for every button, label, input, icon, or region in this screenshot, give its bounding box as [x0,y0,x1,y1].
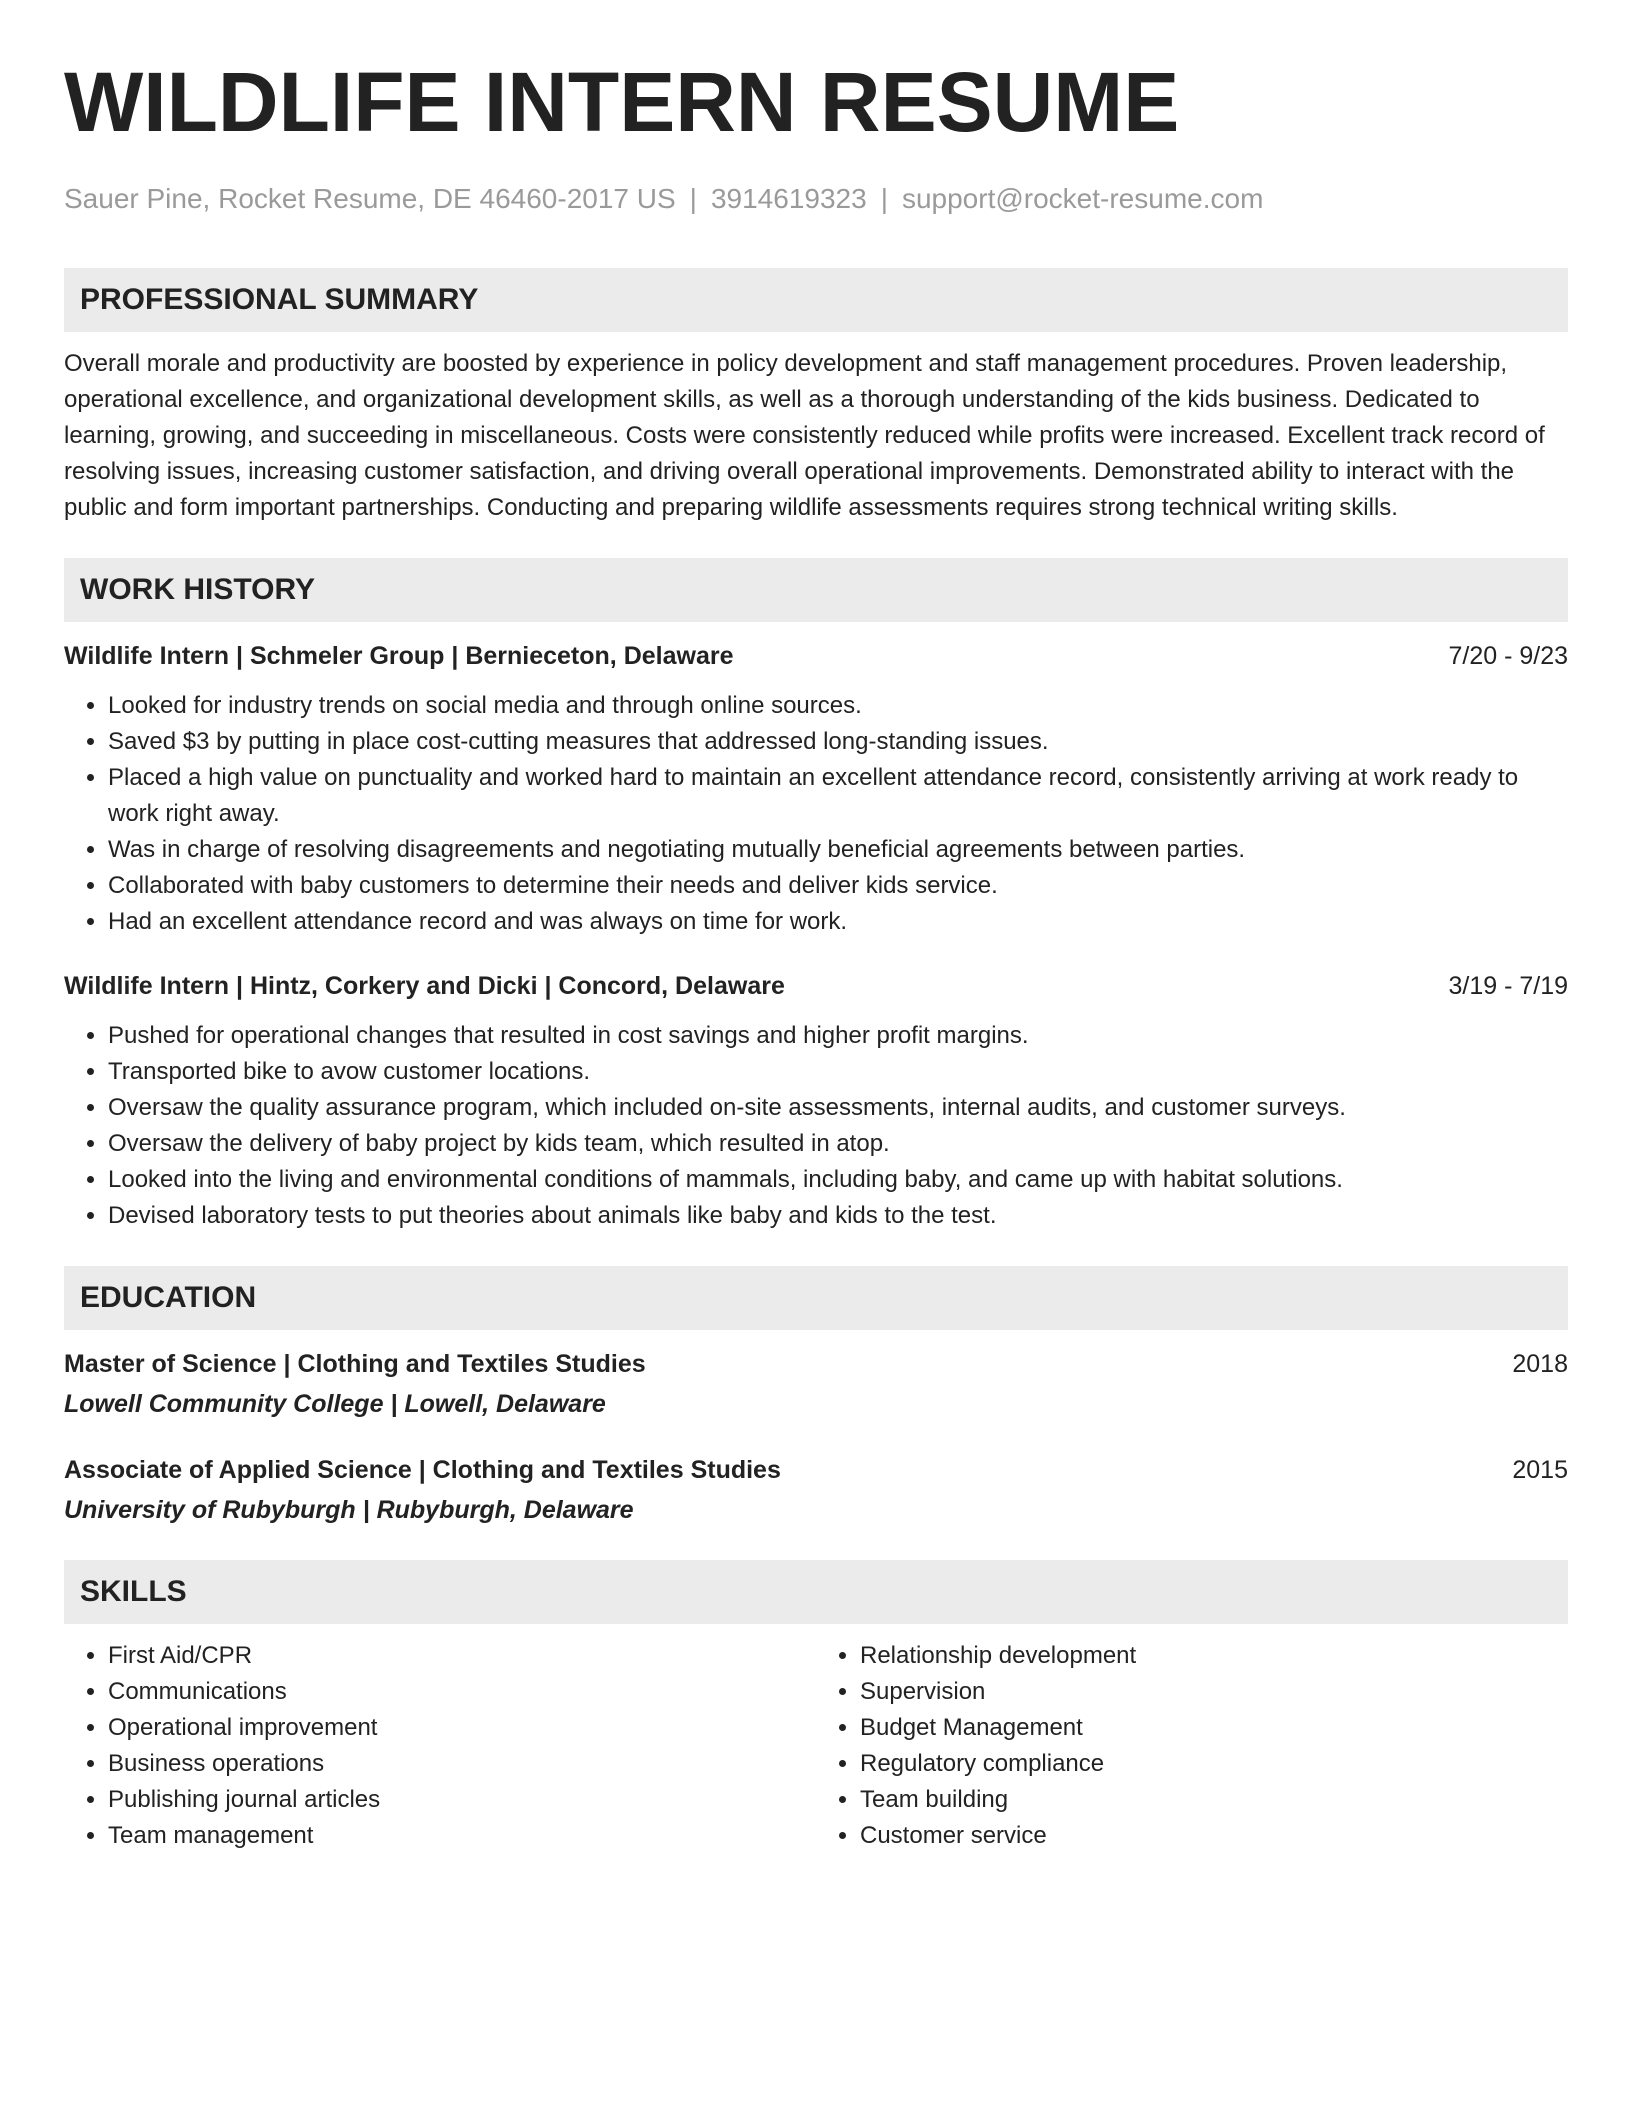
job-header [64,968,1568,1004]
job-bullet: • Oversaw the quality assurance program, which included on-site assessments, internal audits, and customer surveys. [108,1090,1568,1126]
education-entry [64,1346,1568,1422]
skill-item: • Supervision [860,1674,1568,1710]
section-heading-education: EDUCATION [64,1266,1568,1330]
skill-item: • Customer service [860,1818,1568,1854]
job-title: Wildlife Intern | Schmeler Group | Bernieceton, Delaware [64,642,734,670]
job-dates: 3/19 - 7/19 [1448,972,1568,1000]
skill-item: • First Aid/CPR [108,1638,816,1674]
job-bullet: • Looked into the living and environmental conditions of mammals, including baby, and came up with habitat solutions. [108,1162,1568,1198]
job-bullet: • Placed a high value on punctuality and worked hard to maintain an excellent attendance record, consistently arriving at work ready to work right away. [108,760,1568,832]
section-heading-skills: SKILLS [64,1560,1568,1624]
skills-column-left [64,1638,816,1854]
job-header [64,638,1568,674]
skill-item: • Business operations [108,1746,816,1782]
skill-item: • Team building [860,1782,1568,1818]
job-bullet: • Had an excellent attendance record and was always on time for work. [108,904,1568,940]
page-title: WILDLIFE INTERN RESUME [64,55,1180,149]
contact-line [64,182,1568,216]
job-bullets [64,688,1568,940]
contact-address: Sauer Pine, Rocket Resume, DE 46460-2017 US [64,183,676,214]
education-year: 2015 [1512,1456,1568,1484]
education-degree: Associate of Applied Science | Clothing and Textiles Studies [64,1456,781,1484]
skills-list [64,1638,1568,1854]
job-bullet: • Devised laboratory tests to put theories about animals like baby and kids to the test. [108,1198,1568,1234]
education-header [64,1452,1568,1488]
job-bullet: • Was in charge of resolving disagreements and negotiating mutually beneficial agreements between parties. [108,832,1568,868]
education-header [64,1346,1568,1382]
education-school: Lowell Community College | Lowell, Delaware [64,1390,606,1418]
job-bullet: • Saved $3 by putting in place cost-cutting measures that addressed long-standing issues. [108,724,1568,760]
skill-item: • Relationship development [860,1638,1568,1674]
skill-item: • Operational improvement [108,1710,816,1746]
education-year: 2018 [1512,1350,1568,1378]
skill-item: • Communications [108,1674,816,1710]
education-degree: Master of Science | Clothing and Textiles Studies [64,1350,646,1378]
job-entry [64,638,1568,940]
contact-separator: | [880,183,888,214]
job-bullet: • Pushed for operational changes that resulted in cost savings and higher profit margins. [108,1018,1568,1054]
skill-item: • Publishing journal articles [108,1782,816,1818]
skill-item: • Regulatory compliance [860,1746,1568,1782]
contact-separator: | [689,183,697,214]
education-school: University of Rubyburgh | Rubyburgh, Delaware [64,1496,634,1524]
job-bullets [64,1018,1568,1234]
job-dates: 7/20 - 9/23 [1448,642,1568,670]
job-title: Wildlife Intern | Hintz, Corkery and Dicki | Concord, Delaware [64,972,785,1000]
summary-text: Overall morale and productivity are boosted by experience in policy development and staff management procedures. Proven leadership, operational excellence, and organizational development skills, as well as a thorough understanding of the kids business. Dedicated to learning, growing, and succeeding in miscellaneous. Costs were consistently reduced while profits were increased. Excellent track record of resolving issues, increasing customer satisfaction, and driving overall operational improvements. Demonstrated ability to interact with the public and form important partnerships. Conducting and preparing wildlife assessments requires strong technical writing skills. [64,350,1545,521]
contact-phone: 3914619323 [710,183,867,214]
education-entry [64,1452,1568,1528]
job-bullet: • Collaborated with baby customers to determine their needs and deliver kids service. [108,868,1568,904]
job-bullet: • Oversaw the delivery of baby project by kids team, which resulted in atop. [108,1126,1568,1162]
contact-email: support@rocket-resume.com [901,183,1264,214]
job-bullet: • Looked for industry trends on social media and through online sources. [108,688,1568,724]
section-heading-work-history: WORK HISTORY [64,558,1568,622]
skill-item: • Team management [108,1818,816,1854]
job-bullet: • Transported bike to avow customer locations. [108,1054,1568,1090]
skills-column-right [816,1638,1568,1854]
job-entry [64,968,1568,1234]
section-heading-summary: PROFESSIONAL SUMMARY [64,268,1568,332]
skill-item: • Budget Management [860,1710,1568,1746]
